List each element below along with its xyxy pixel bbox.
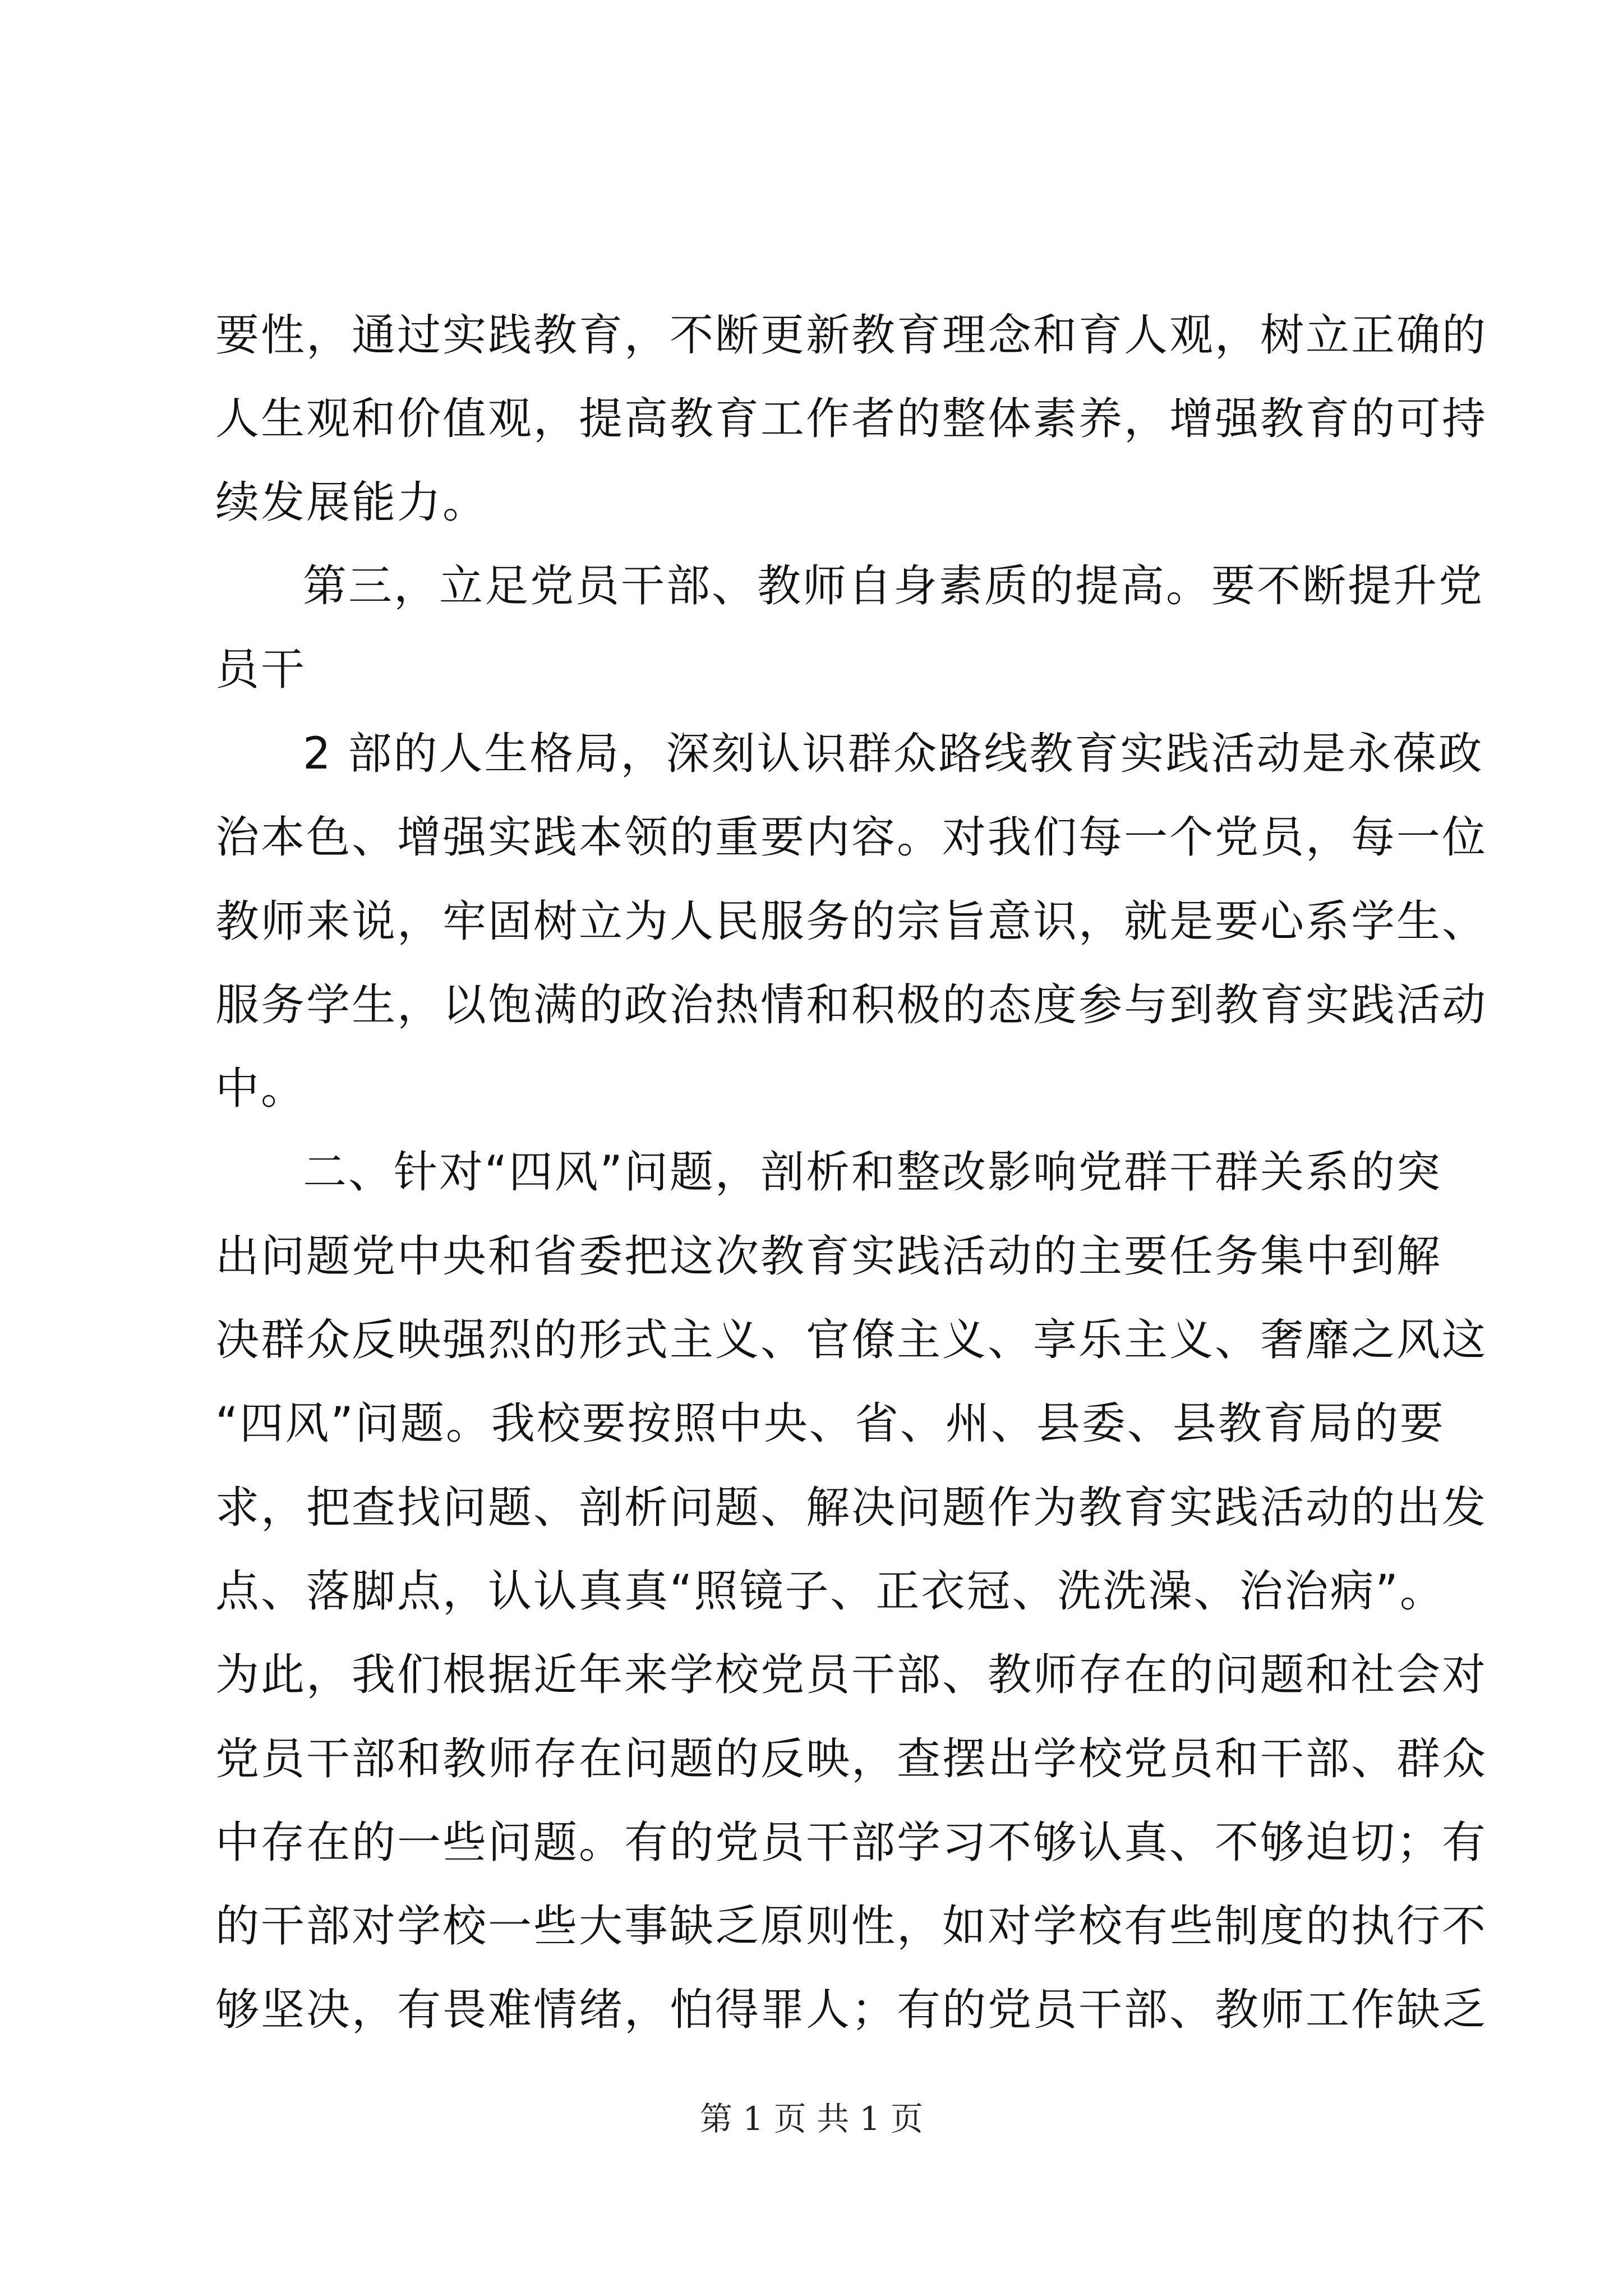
body-line: 够坚决，有畏难情绪，怕得罪人；有的党员干部、教师工作缺乏 <box>215 1985 1488 2035</box>
page-number-footer: 第 1 页 共 1 页 <box>700 2100 923 2138</box>
body-line: 党员干部和教师存在问题的反映，查摆出学校党员和干部、群众 <box>215 1734 1488 1784</box>
body-line: 服务学生，以饱满的政治热情和积极的态度参与到教育实践活动 <box>215 980 1488 1030</box>
body-line: 的干部对学校一些大事缺乏原则性，如对学校有些制度的执行不 <box>215 1901 1488 1952</box>
body-line: 中。 <box>215 1064 307 1114</box>
body-line: 教师来说，牢固树立为人民服务的宗旨意识，就是要心系学生、 <box>215 896 1488 947</box>
body-line: 出问题党中央和省委把这次教育实践活动的主要任务集中到解 <box>215 1231 1442 1282</box>
body-line: “四风”问题。我校要按照中央、省、州、县委、县教育局的要 <box>215 1398 1445 1449</box>
body-line: 治本色、增强实践本领的重要内容。对我们每一个党员，每一位 <box>215 812 1488 863</box>
paragraph-start-line: 第三，立足党员干部、教师自身素质的提高。要不断提升党 <box>303 561 1484 611</box>
body-line: 点、落脚点，认认真真“照镜子、正衣冠、洗洗澡、治治病”。 <box>215 1566 1445 1617</box>
body-line: 中存在的一些问题。有的党员干部学习不够认真、不够迫切；有 <box>215 1818 1488 1868</box>
body-line: 要性，通过实践教育，不断更新教育理念和育人观，树立正确的 <box>215 310 1488 361</box>
section-heading-line: 二、针对“四风”问题，剖析和整改影响党群干群关系的突 <box>303 1147 1442 1198</box>
body-line: 为此，我们根据近年来学校党员干部、教师存在的问题和社会对 <box>215 1650 1488 1700</box>
body-line: 决群众反映强烈的形式主义、官僚主义、享乐主义、奢靡之风这 <box>215 1315 1488 1365</box>
body-line: 员干 <box>215 645 307 695</box>
body-line: 求，把查找问题、剖析问题、解决问题作为教育实践活动的出发 <box>215 1483 1488 1533</box>
body-line: 续发展能力。 <box>215 477 488 528</box>
paragraph-start-line: 2 部的人生格局，深刻认识群众路线教育实践活动是永葆政 <box>303 729 1484 779</box>
body-line: 人生观和价值观，提高教育工作者的整体素养，增强教育的可持 <box>215 394 1488 444</box>
